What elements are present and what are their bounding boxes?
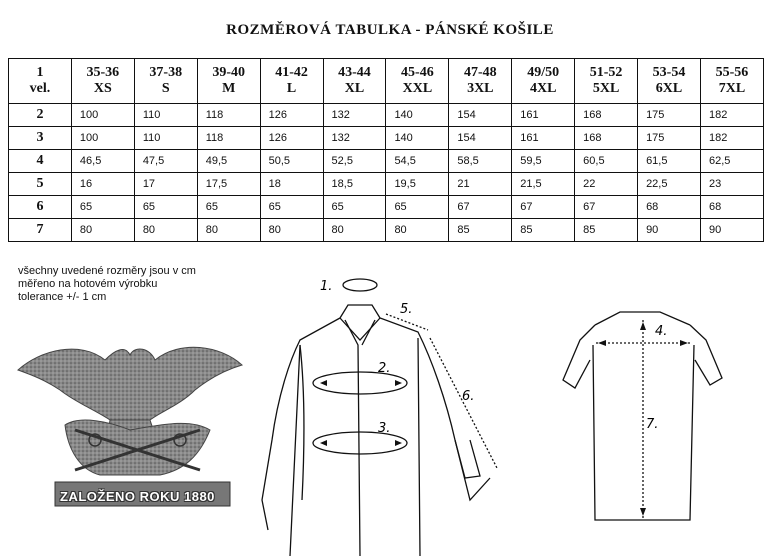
table-cell: 68 bbox=[638, 196, 701, 219]
table-cell: 126 bbox=[260, 104, 323, 127]
row-measure-number: 3 bbox=[9, 127, 72, 150]
table-cell: 22 bbox=[575, 173, 638, 196]
label-measure-4: 4. bbox=[655, 324, 668, 339]
table-cell: 47,5 bbox=[134, 150, 197, 173]
table-cell: 59,5 bbox=[512, 150, 575, 173]
table-cell: 168 bbox=[575, 127, 638, 150]
table-cell: 21 bbox=[449, 173, 512, 196]
note-line: tolerance +/- 1 cm bbox=[18, 291, 107, 303]
table-cell: 80 bbox=[197, 219, 260, 242]
table-cell: 18,5 bbox=[323, 173, 386, 196]
table-cell: 110 bbox=[134, 104, 197, 127]
table-cell: 46,5 bbox=[71, 150, 134, 173]
table-cell: 132 bbox=[323, 127, 386, 150]
table-cell: 168 bbox=[575, 104, 638, 127]
table-cell: 61,5 bbox=[638, 150, 701, 173]
row-measure-number: 2 bbox=[9, 104, 72, 127]
table-cell: 175 bbox=[638, 127, 701, 150]
table-cell: 118 bbox=[197, 104, 260, 127]
table-cell: 19,5 bbox=[386, 173, 449, 196]
header-line: 6XL bbox=[655, 81, 683, 96]
label-measure-3: 3. bbox=[378, 421, 391, 436]
label-measure-6: 6. bbox=[462, 389, 475, 404]
table-cell: 80 bbox=[260, 219, 323, 242]
table-cell: 80 bbox=[386, 219, 449, 242]
table-cell: 18 bbox=[260, 173, 323, 196]
table-cell: 85 bbox=[512, 219, 575, 242]
table-cell: 132 bbox=[323, 104, 386, 127]
table-cell: 80 bbox=[71, 219, 134, 242]
table-cell: 17 bbox=[134, 173, 197, 196]
table-cell: 140 bbox=[386, 127, 449, 150]
header-line: 4XL bbox=[529, 81, 557, 96]
table-cell: 65 bbox=[260, 196, 323, 219]
table-cell: 67 bbox=[512, 196, 575, 219]
header-line: 35-36 bbox=[86, 65, 120, 80]
table-cell: 140 bbox=[386, 104, 449, 127]
header-line: 55-56 bbox=[715, 65, 749, 80]
header-line: 1 bbox=[36, 65, 44, 80]
header-line: 7XL bbox=[718, 81, 746, 96]
table-cell: 65 bbox=[386, 196, 449, 219]
table-cell: 90 bbox=[638, 219, 701, 242]
table-cell: 54,5 bbox=[386, 150, 449, 173]
header-line: XXL bbox=[402, 81, 433, 96]
header-line: 43-44 bbox=[338, 65, 371, 80]
row-measure-number: 5 bbox=[9, 173, 72, 196]
table-cell: 85 bbox=[575, 219, 638, 242]
table-cell: 100 bbox=[71, 127, 134, 150]
table-cell: 80 bbox=[134, 219, 197, 242]
table-cell: 161 bbox=[512, 127, 575, 150]
table-cell: 65 bbox=[197, 196, 260, 219]
table-cell: 154 bbox=[449, 104, 512, 127]
table-cell: 68 bbox=[700, 196, 763, 219]
header-line: L bbox=[286, 81, 297, 96]
table-cell: 62,5 bbox=[700, 150, 763, 173]
table-cell: 21,5 bbox=[512, 173, 575, 196]
table-cell: 52,5 bbox=[323, 150, 386, 173]
table-cell: 90 bbox=[700, 219, 763, 242]
table-cell: 100 bbox=[71, 104, 134, 127]
page-title: ROZMĚROVÁ TABULKA - PÁNSKÉ KOŠILE bbox=[226, 22, 554, 38]
table-cell: 182 bbox=[700, 127, 763, 150]
table-cell: 65 bbox=[323, 196, 386, 219]
header-line: 49/50 bbox=[527, 65, 560, 80]
header-line: 5XL bbox=[592, 81, 620, 96]
header-line: 3XL bbox=[467, 81, 494, 96]
header-line: M bbox=[222, 81, 236, 96]
table-cell: 16 bbox=[71, 173, 134, 196]
label-measure-1: 1. bbox=[320, 279, 333, 294]
table-cell: 80 bbox=[323, 219, 386, 242]
table-cell: 22,5 bbox=[638, 173, 701, 196]
header-line: 37-38 bbox=[149, 65, 183, 80]
table-cell: 67 bbox=[575, 196, 638, 219]
table-cell: 58,5 bbox=[449, 150, 512, 173]
table-cell: 110 bbox=[134, 127, 197, 150]
table-cell: 60,5 bbox=[575, 150, 638, 173]
table-cell: 175 bbox=[638, 104, 701, 127]
table-cell: 161 bbox=[512, 104, 575, 127]
header-line: XL bbox=[344, 81, 365, 96]
header-line: 47-48 bbox=[463, 65, 497, 80]
table-cell: 67 bbox=[449, 196, 512, 219]
header-line: XS bbox=[93, 81, 112, 96]
header-line: 45-46 bbox=[401, 65, 434, 80]
row-measure-number: 6 bbox=[9, 196, 72, 219]
table-cell: 182 bbox=[700, 104, 763, 127]
label-measure-2: 2. bbox=[378, 361, 391, 376]
label-measure-5: 5. bbox=[400, 302, 413, 317]
header-line: 51-52 bbox=[589, 65, 623, 80]
header-line: 53-54 bbox=[652, 65, 686, 80]
header-line: S bbox=[161, 81, 170, 96]
logo-founded-text: ZALOŽENO ROKU 1880 bbox=[60, 489, 215, 504]
table-cell: 50,5 bbox=[260, 150, 323, 173]
table-cell: 49,5 bbox=[197, 150, 260, 173]
table-cell: 85 bbox=[449, 219, 512, 242]
table-cell: 17,5 bbox=[197, 173, 260, 196]
table-cell: 118 bbox=[197, 127, 260, 150]
header-line: vel. bbox=[29, 81, 51, 96]
table-cell: 154 bbox=[449, 127, 512, 150]
header-line: 41-42 bbox=[275, 65, 308, 80]
note-line: měřeno na hotovém výrobku bbox=[18, 278, 158, 290]
row-measure-number: 7 bbox=[9, 219, 72, 242]
header-line: 39-40 bbox=[212, 65, 245, 80]
note-line: všechny uvedené rozměry jsou v cm bbox=[18, 265, 196, 277]
row-measure-number: 4 bbox=[9, 150, 72, 173]
table-cell: 23 bbox=[700, 173, 763, 196]
table-cell: 65 bbox=[71, 196, 134, 219]
label-measure-7: 7. bbox=[646, 417, 659, 432]
table-cell: 126 bbox=[260, 127, 323, 150]
table-cell: 65 bbox=[134, 196, 197, 219]
